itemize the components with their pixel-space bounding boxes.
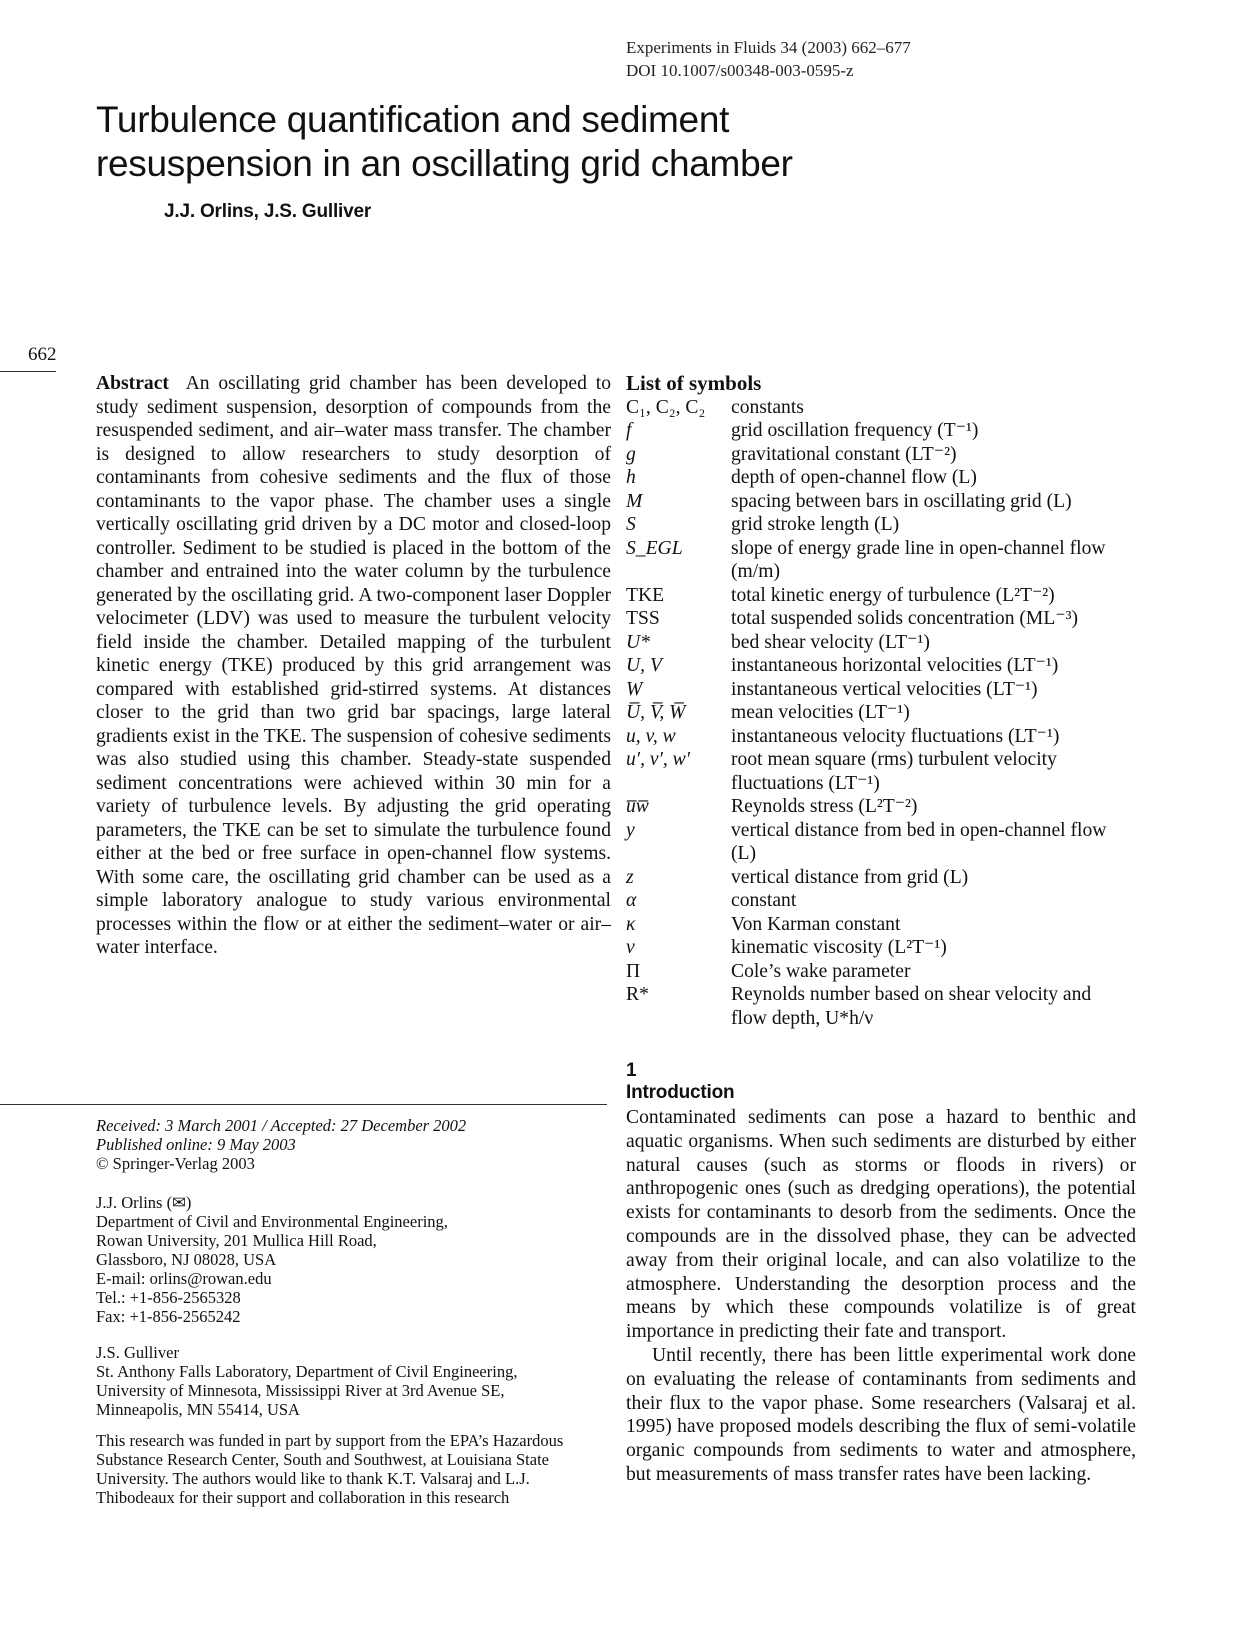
symbol-definition: vertical distance from bed in open-channel flow (L) — [731, 819, 1107, 864]
abstract — [96, 372, 611, 960]
abstract-text: An oscillating grid chamber has been developed to study sediment suspension, desorption of compounds from the resuspended sediment, and air–water mass transfer. The chamber is designed to allow researchers to study desorption of contaminants from cohesive sediments and the flux of those contaminants to the vapor phase. The chamber uses a single vertically oscillating grid driven by a DC motor and closed-loop controller. Sediment to be studied is placed in the bottom of the chamber and entrained into the water column by the turbulence generated by the oscillating grid. A two-component laser Doppler velocimeter (LDV) was used to measure the turbulent velocity field inside the chamber. Detailed mapping of the turbulent kinetic energy (TKE) produced by this grid arrangement was compared with established grid-stirred systems. At distances closer to the grid than two grid bar spacings, large lateral gradients exist in the TKE. The suspension of cohesive sediments was also studied using this chamber. Steady-state suspended sediment concentrations were achieved within 30 min for a variety of turbulence levels. By adjusting the grid operating parameters, the TKE can be set to simulate the turbulence found either at the bed or free surface in open-channel flow systems. With some care, the oscillating grid chamber can be used as a simple laboratory analogue to study various environmental processes within the flow or at either the sediment–water or air–water interface. — [96, 373, 611, 958]
received-dates: Received: 3 March 2001 / Accepted: 27 December 2002 — [96, 1116, 467, 1135]
symbol-row — [626, 701, 1126, 725]
affiliation-orlins — [96, 1193, 606, 1326]
symbol: U, V — [626, 655, 662, 676]
symbol: S_EGL — [626, 537, 683, 559]
symbol: TSS — [626, 608, 660, 629]
copyright: © Springer-Verlag 2003 — [96, 1154, 255, 1173]
symbol: h — [626, 467, 636, 488]
footnote-rule — [0, 1104, 607, 1105]
symbol-row — [626, 513, 1126, 537]
symbol-row — [626, 537, 1126, 584]
symbol: α — [626, 890, 637, 911]
symbol-row — [626, 936, 1126, 960]
affiliation-line: Minneapolis, MN 55414, USA — [96, 1400, 300, 1419]
section-number: 1 — [626, 1060, 637, 1081]
symbol-row — [626, 889, 1126, 913]
symbol-definition: root mean square (rms) turbulent velocity fluctuations (LT⁻¹) — [731, 749, 1057, 794]
journal-citation: Experiments in Fluids 34 (2003) 662–677 — [626, 38, 911, 57]
affiliation-name: J.J. Orlins (✉) — [96, 1193, 192, 1212]
symbol-definition: instantaneous velocity fluctuations (LT⁻¹) — [731, 725, 1060, 747]
symbol: f — [626, 420, 632, 441]
symbol-definition: bed shear velocity (LT⁻¹) — [731, 631, 930, 653]
affiliation-line: Rowan University, 201 Mullica Hill Road, — [96, 1231, 377, 1250]
email[interactable]: E-mail: orlins@rowan.edu — [96, 1269, 272, 1288]
symbol-row — [626, 866, 1126, 890]
section-title: Introduction — [626, 1082, 735, 1103]
symbol-definition: total suspended solids concentration (ML⁻³) — [731, 608, 1079, 629]
funding-note: This research was funded in part by support from the EPA’s Hazardous Substance Research Center, South and Southwest, at Louisiana State University. The authors would like to thank K.T. Valsaraj and L.J. Thibodeaux for their support and collaboration in this research — [96, 1431, 564, 1507]
symbol: u′, v′, w′ — [626, 749, 691, 770]
symbol: S — [626, 514, 636, 535]
symbol-definition: Reynolds stress (L²T⁻²) — [731, 796, 918, 817]
symbol-definition: mean velocities (LT⁻¹) — [731, 702, 910, 723]
doi: DOI 10.1007/s00348-003-0595-z — [626, 61, 854, 80]
authors: J.J. Orlins, J.S. Gulliver — [164, 201, 372, 222]
symbol-definition: Cole’s wake parameter — [731, 960, 911, 982]
symbol-row — [626, 983, 1126, 1030]
symbol-definition: kinematic viscosity (L²T⁻¹) — [731, 937, 947, 958]
symbol-definition: grid oscillation frequency (T⁻¹) — [731, 420, 979, 441]
intro-paragraph-2: Until recently, there has been little experimental work done on evaluating the release of contaminants from sediments and their flux to the vapor phase. Some researchers (Valsaraj et al. 1995) have proposed models describing the flux of semi-volatile organic compounds from sediments to water and atmosphere, but measurements of mass transfer rates have been lacking. — [626, 1344, 1136, 1485]
symbol: κ — [626, 913, 636, 935]
received-info — [96, 1116, 466, 1173]
page-number: 662 — [28, 344, 57, 365]
symbol-definition: instantaneous horizontal velocities (LT⁻¹) — [731, 655, 1059, 676]
symbol-definition: total kinetic energy of turbulence (L²T⁻²) — [731, 584, 1055, 606]
symbol: z — [626, 866, 634, 888]
symbol: W — [626, 678, 643, 700]
symbol-definition: instantaneous vertical velocities (LT⁻¹) — [731, 678, 1038, 700]
symbol-definition: constants — [731, 396, 804, 418]
symbol: TKE — [626, 584, 665, 606]
symbol: ν — [626, 937, 635, 958]
symbol: R* — [626, 984, 649, 1005]
symbol-definition: slope of energy grade line in open-channel flow (m/m) — [731, 537, 1106, 582]
symbol-row — [626, 607, 1126, 631]
symbol: M — [626, 490, 643, 512]
symbol-definition: grid stroke length (L) — [731, 514, 900, 535]
fax: Fax: +1-856-2565242 — [96, 1307, 241, 1326]
symbol-row — [626, 748, 1126, 795]
symbol: u̅w̅ — [626, 796, 649, 817]
symbol-row — [626, 443, 1126, 467]
symbol-row — [626, 725, 1126, 749]
margin-rule — [0, 371, 56, 372]
symbol: y — [626, 819, 635, 841]
symbol-definition: Von Karman constant — [731, 913, 901, 935]
paper-title: Turbulence quantification and sediment resuspension in an oscillating grid chamber — [96, 99, 793, 184]
symbol-definition: vertical distance from grid (L) — [731, 866, 969, 888]
symbol-row — [626, 795, 1126, 819]
introduction-body — [626, 1106, 1136, 1487]
symbol: U̅, V̅, W̅ — [626, 702, 686, 723]
symbol: u, v, w — [626, 725, 676, 747]
symbol-row — [626, 654, 1126, 678]
symbol: g — [626, 443, 636, 465]
symbol: U* — [626, 631, 650, 653]
journal-header — [626, 36, 911, 82]
symbol-row — [626, 396, 1126, 420]
abstract-label: Abstract — [96, 373, 169, 394]
affiliation-gulliver — [96, 1343, 606, 1419]
symbol-list-heading: List of symbols — [626, 371, 762, 395]
symbol-row — [626, 631, 1126, 655]
symbol-row — [626, 960, 1126, 984]
telephone: Tel.: +1-856-2565328 — [96, 1288, 241, 1307]
published-date: Published online: 9 May 2003 — [96, 1135, 296, 1154]
symbol-definition: Reynolds number based on shear velocity and flow depth, U*h/ν — [731, 984, 1092, 1029]
affiliation-name: J.S. Gulliver — [96, 1343, 179, 1362]
symbol-row — [626, 678, 1126, 702]
affiliation-line: Department of Civil and Environmental Engineering, — [96, 1212, 448, 1231]
symbol-row — [626, 819, 1126, 866]
symbol-row — [626, 419, 1126, 443]
symbol: C₁, C₂, C₂ — [626, 396, 706, 418]
symbol-row — [626, 584, 1126, 608]
affiliation-line: St. Anthony Falls Laboratory, Department of Civil Engineering, — [96, 1362, 518, 1381]
symbol-definition: depth of open-channel flow (L) — [731, 467, 977, 488]
intro-paragraph-1: Contaminated sediments can pose a hazard to benthic and aquatic organisms. When such sediments are disturbed by either natural causes (such as storms or floods in rivers) or anthropogenic ones (such as dredging operations), the potential exists for contaminants to desorb from the sediments. Once the compounds are in the dissolved phase, they can be advected away from their original locale, and can also volatilize to the atmosphere. Understanding the desorption process and the means by which these compounds volatilize is of great importance in predicting their fate and transport. — [626, 1107, 1136, 1343]
symbol-definition: spacing between bars in oscillating grid (L) — [731, 490, 1072, 512]
symbol: Π — [626, 960, 641, 982]
symbol-definition: gravitational constant (LT⁻²) — [731, 443, 957, 465]
symbol-row — [626, 913, 1126, 937]
symbol-row — [626, 490, 1126, 514]
affiliation-line: Glassboro, NJ 08028, USA — [96, 1250, 277, 1269]
affiliation-line: University of Minnesota, Mississippi River at 3rd Avenue SE, — [96, 1381, 505, 1400]
symbol-list — [626, 372, 1126, 1030]
symbol-row — [626, 466, 1126, 490]
symbol-definition: constant — [731, 890, 797, 911]
